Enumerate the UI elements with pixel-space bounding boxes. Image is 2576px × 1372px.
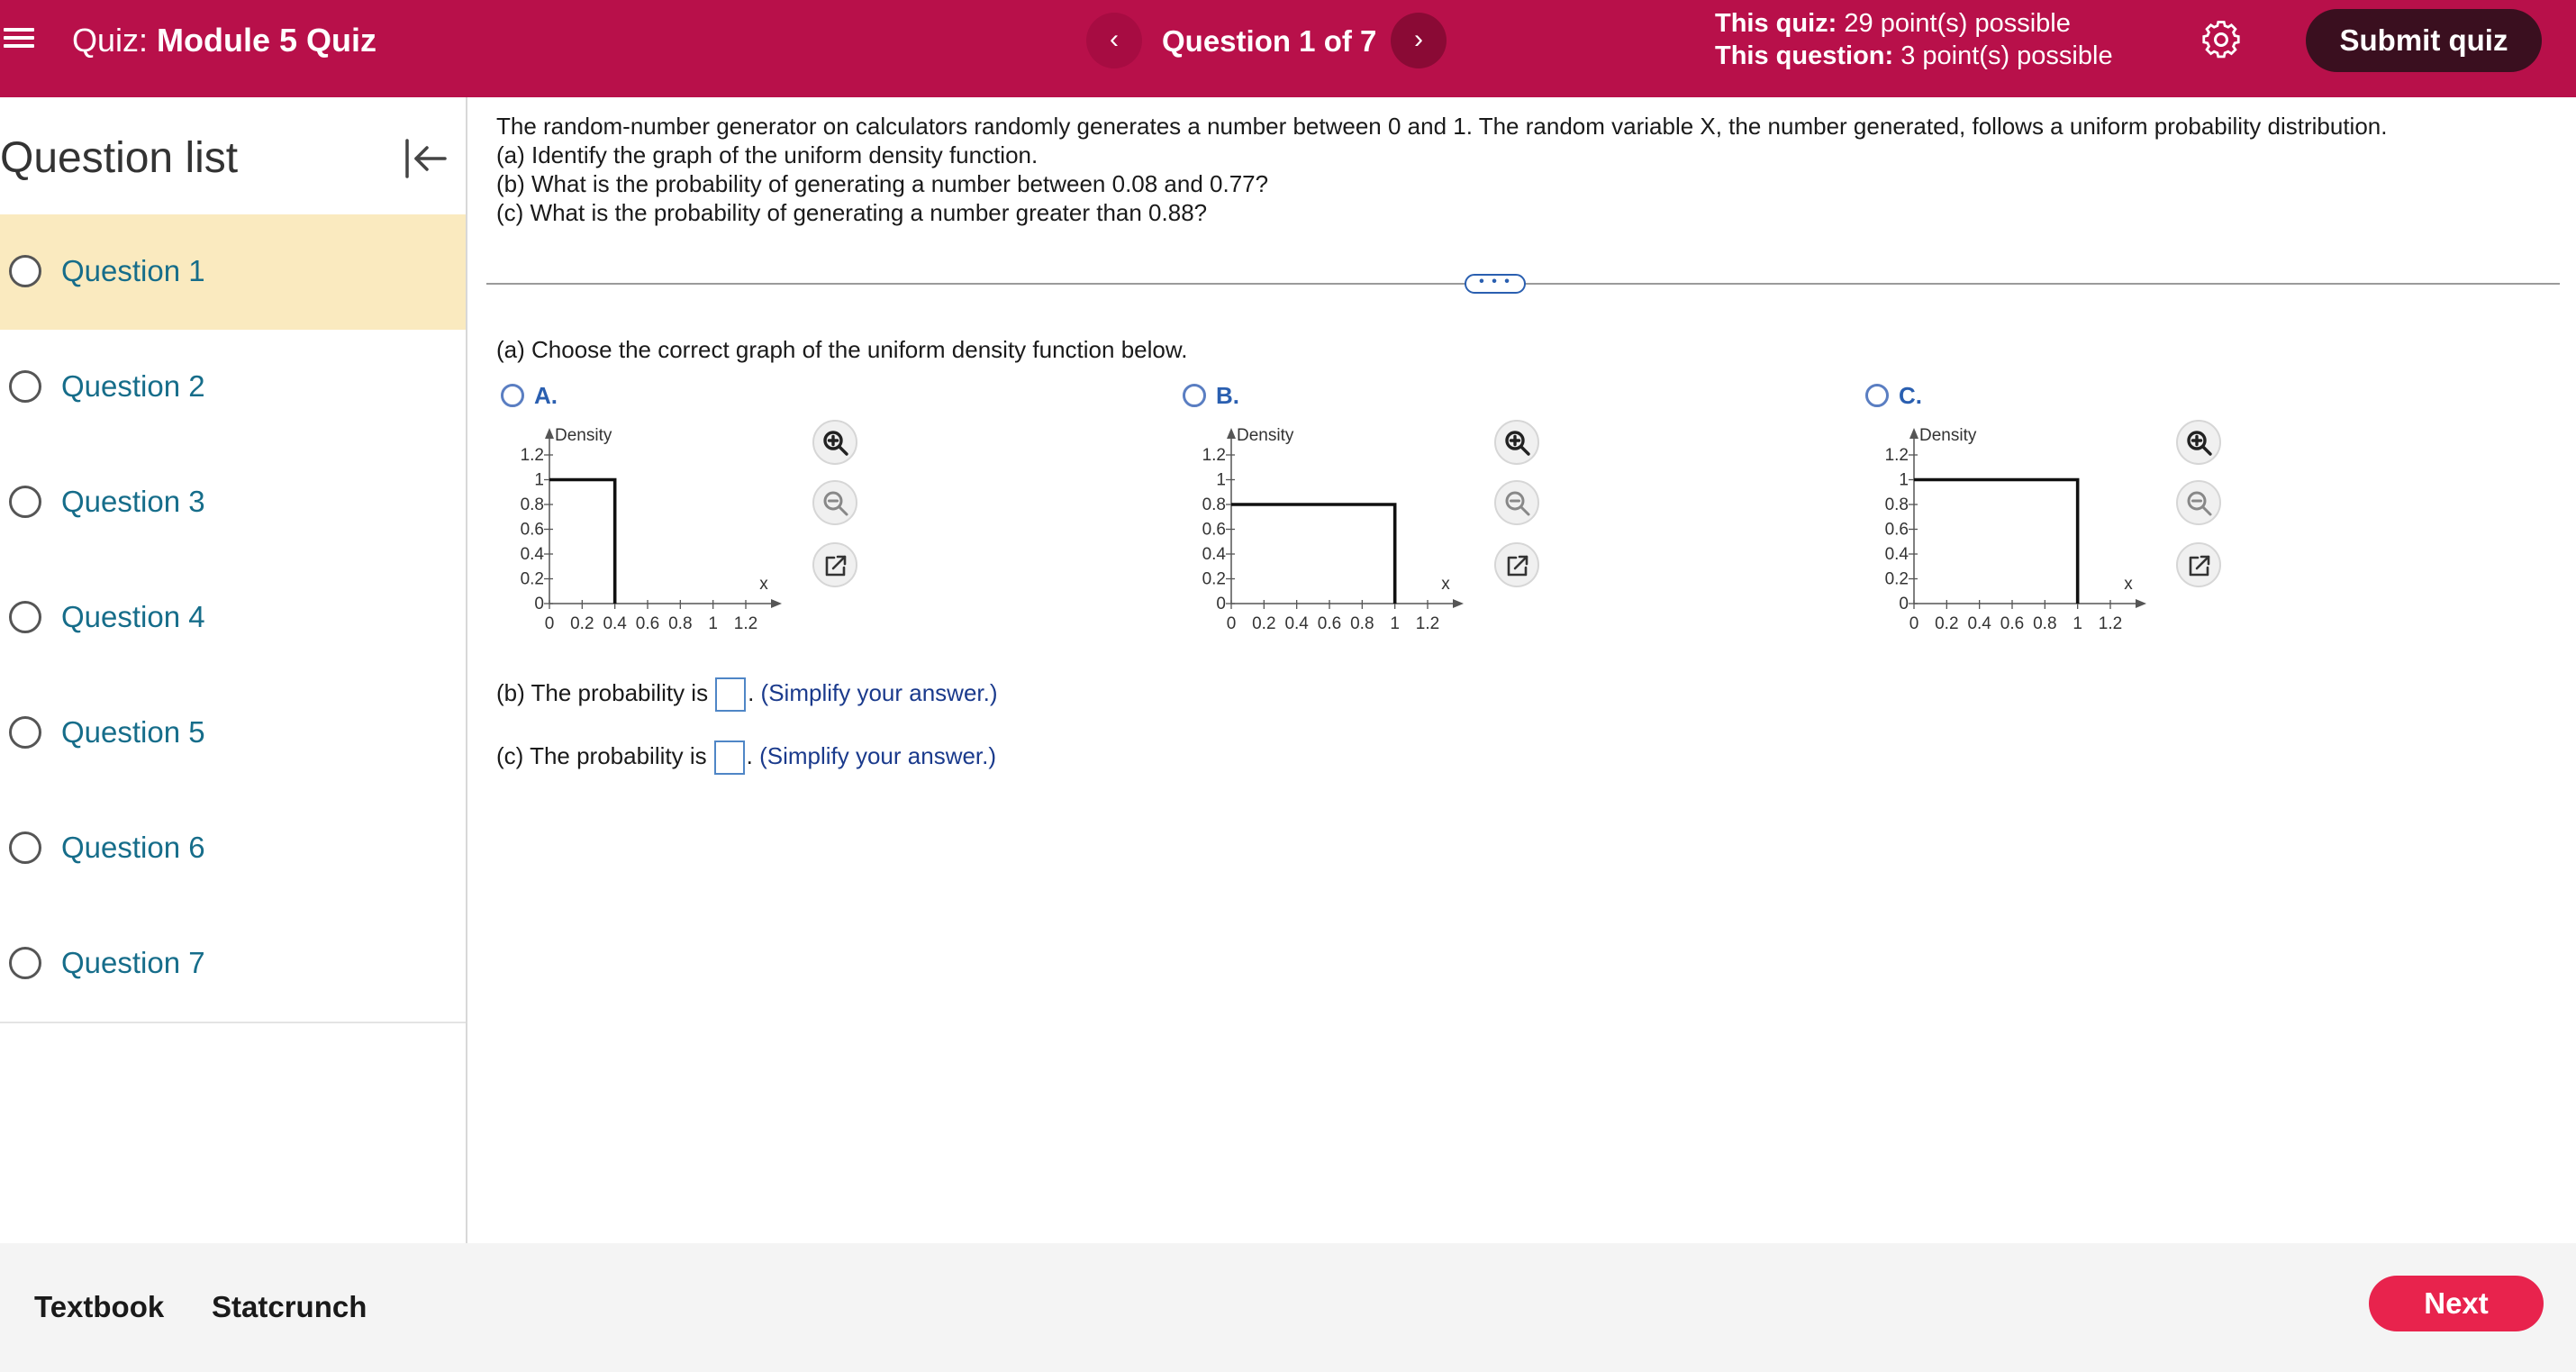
question-list xyxy=(0,214,466,1023)
quiz-points-value: 29 point(s) possible xyxy=(1844,9,2071,38)
option-b-label[interactable]: B. xyxy=(1216,382,1239,409)
x-tick-label: 0.6 xyxy=(1317,614,1342,631)
textbook-link[interactable]: Textbook xyxy=(34,1290,165,1323)
footer-bar xyxy=(0,1243,2576,1372)
y-tick-label: 0 xyxy=(1899,595,1909,613)
y-tick-label: 0.6 xyxy=(1884,520,1909,540)
next-button[interactable]: Next xyxy=(2369,1276,2544,1331)
option-c-radio[interactable] xyxy=(1865,384,1889,407)
problem-part-b: (b) What is the probability of generating a number between 0.08 and 0.77? xyxy=(496,170,1269,197)
question-list-label: Question 3 xyxy=(61,485,205,518)
x-tick-label: 0 xyxy=(1226,614,1237,631)
y-tick-label: 0.4 xyxy=(1202,545,1226,564)
points-info xyxy=(1715,7,2113,72)
option-c-zoom-in-icon[interactable] xyxy=(2176,420,2221,465)
question-list-item-5[interactable] xyxy=(0,676,466,791)
part-c-hint: (Simplify your answer.) xyxy=(759,742,997,769)
density-line xyxy=(549,480,615,604)
question-list-label: Question 2 xyxy=(61,369,205,403)
y-tick-label: 0.8 xyxy=(1884,495,1909,514)
expand-more-button[interactable]: • • • xyxy=(1465,274,1526,294)
y-tick-label: 1.2 xyxy=(520,446,544,465)
y-tick-label: 1 xyxy=(1216,470,1226,490)
question-points-label: This question: xyxy=(1715,41,1894,70)
option-a-zoom-in-icon[interactable] xyxy=(812,420,857,465)
x-tick-label: 0.8 xyxy=(668,614,693,631)
x-tick-label: 0.8 xyxy=(1350,614,1374,631)
x-axis-arrow xyxy=(771,599,782,608)
question-status-circle xyxy=(9,370,41,403)
y-axis-label: Density xyxy=(555,426,612,445)
y-tick-label: 0 xyxy=(1216,595,1226,613)
x-tick-label: 1.2 xyxy=(2098,614,2123,631)
question-list-sidebar xyxy=(0,97,467,1243)
x-tick-label: 0.4 xyxy=(603,614,627,631)
problem-part-a: (a) Identify the graph of the uniform density function. xyxy=(496,141,1039,168)
x-tick-label: 1 xyxy=(708,614,718,631)
x-tick-label: 0.2 xyxy=(1935,614,1959,631)
y-axis-arrow xyxy=(545,428,554,439)
problem-part-c: (c) What is the probability of generating a number greater than 0.88? xyxy=(496,199,1208,226)
part-c-answer-input[interactable] xyxy=(714,741,745,775)
x-tick-label: 0.4 xyxy=(1967,614,1991,631)
part-c-answer-row xyxy=(496,741,996,775)
submit-quiz-button[interactable]: Submit quiz xyxy=(2306,9,2542,72)
question-list-label: Question 1 xyxy=(61,254,205,287)
x-axis-label: x xyxy=(759,575,768,594)
y-tick-label: 0.6 xyxy=(520,520,544,540)
question-list-item-3[interactable] xyxy=(0,445,466,560)
quiz-title xyxy=(72,20,376,61)
x-tick-label: 1.2 xyxy=(1415,614,1440,631)
quiz-name: Module 5 Quiz xyxy=(157,22,377,59)
density-line xyxy=(1231,504,1395,604)
option-a-label[interactable]: A. xyxy=(534,382,558,409)
option-a-radio[interactable] xyxy=(501,384,524,407)
problem-statement xyxy=(496,112,2559,227)
y-tick-label: 0 xyxy=(534,595,544,613)
part-b-prefix: (b) The probability is xyxy=(496,679,709,706)
option-b-radio[interactable] xyxy=(1183,384,1206,407)
question-list-item-6[interactable] xyxy=(0,791,466,906)
collapse-sidebar-icon[interactable] xyxy=(402,135,449,182)
x-tick-label: 0.6 xyxy=(635,614,660,631)
quiz-title-prefix: Quiz: xyxy=(72,22,149,59)
x-tick-label: 0.2 xyxy=(570,614,594,631)
y-tick-label: 1.2 xyxy=(1202,446,1226,465)
question-status-circle xyxy=(9,601,41,633)
x-tick-label: 0.8 xyxy=(2033,614,2057,631)
y-tick-label: 0.8 xyxy=(1202,495,1226,514)
option-b-popout-icon[interactable] xyxy=(1494,542,1539,587)
y-tick-label: 1.2 xyxy=(1884,446,1909,465)
question-status-circle xyxy=(9,831,41,864)
y-axis-arrow xyxy=(1227,428,1236,439)
option-c-label[interactable]: C. xyxy=(1899,382,1922,409)
settings-gear-icon[interactable] xyxy=(2198,16,2245,63)
x-tick-label: 1 xyxy=(1390,614,1400,631)
next-question-button[interactable]: › xyxy=(1391,13,1447,68)
y-axis-label: Density xyxy=(1237,426,1294,445)
statcrunch-link[interactable]: Statcrunch xyxy=(212,1290,367,1323)
density-line xyxy=(1914,480,2078,604)
question-status-circle xyxy=(9,716,41,749)
option-a-chart xyxy=(504,414,829,631)
part-b-answer-input[interactable] xyxy=(715,677,746,712)
y-tick-label: 1 xyxy=(534,470,544,490)
question-status-circle xyxy=(9,947,41,979)
x-tick-label: 0 xyxy=(544,614,555,631)
option-b-zoom-in-icon[interactable] xyxy=(1494,420,1539,465)
y-tick-label: 0.2 xyxy=(1202,569,1226,589)
previous-question-button[interactable]: ‹ xyxy=(1086,13,1142,68)
y-tick-label: 0.2 xyxy=(520,569,544,589)
x-tick-label: 1.2 xyxy=(733,614,758,631)
option-a-popout-icon[interactable] xyxy=(812,542,857,587)
x-tick-label: 0.2 xyxy=(1252,614,1276,631)
question-list-item-7[interactable] xyxy=(0,906,466,1022)
question-points-value: 3 point(s) possible xyxy=(1900,41,2113,70)
problem-intro: The random-number generator on calculators randomly generates a number between 0 and 1. The random variable X, the number generated, follows a uniform probability distribution. xyxy=(496,113,2388,140)
option-c-zoom-out-icon[interactable] xyxy=(2176,480,2221,525)
question-counter[interactable]: Question 1 of 7 xyxy=(1162,24,1377,58)
part-b-suffix: . xyxy=(748,679,755,706)
question-list-item-1[interactable] xyxy=(0,214,466,330)
part-c-prefix: (c) The probability is xyxy=(496,742,707,769)
question-list-item-4[interactable] xyxy=(0,560,466,676)
option-c-popout-icon[interactable] xyxy=(2176,542,2221,587)
x-tick-label: 0 xyxy=(1909,614,1919,631)
y-tick-label: 0.8 xyxy=(520,495,544,514)
x-tick-label: 0.4 xyxy=(1284,614,1309,631)
option-b-zoom-out-icon[interactable] xyxy=(1494,480,1539,525)
option-c-chart xyxy=(1869,414,2193,631)
question-list-label: Question 6 xyxy=(61,831,205,864)
question-list-label: Question 5 xyxy=(61,715,205,749)
part-c-suffix: . xyxy=(746,742,753,769)
question-list-item-2[interactable] xyxy=(0,330,466,445)
question-status-circle xyxy=(9,486,41,518)
y-tick-label: 0.2 xyxy=(1884,569,1909,589)
question-content xyxy=(496,112,2559,227)
x-axis-arrow xyxy=(2136,599,2146,608)
part-a-prompt: (a) Choose the correct graph of the uniform density function below. xyxy=(496,336,1188,363)
y-tick-label: 0.6 xyxy=(1202,520,1226,540)
x-axis-arrow xyxy=(1453,599,1464,608)
question-list-title: Question list xyxy=(0,134,239,182)
quiz-header xyxy=(0,0,2576,97)
option-a-zoom-out-icon[interactable] xyxy=(812,480,857,525)
quiz-points-label: This quiz: xyxy=(1715,9,1837,38)
y-tick-label: 1 xyxy=(1899,470,1909,490)
menu-icon[interactable] xyxy=(4,23,34,54)
x-tick-label: 1 xyxy=(2073,614,2082,631)
y-tick-label: 0.4 xyxy=(520,545,544,564)
x-axis-label: x xyxy=(1441,575,1450,594)
option-b-chart xyxy=(1186,414,1510,631)
question-status-circle xyxy=(9,255,41,287)
y-axis-label: Density xyxy=(1919,426,1977,445)
part-b-answer-row xyxy=(496,677,998,712)
y-tick-label: 0.4 xyxy=(1884,545,1909,564)
part-b-hint: (Simplify your answer.) xyxy=(760,679,998,706)
x-tick-label: 0.6 xyxy=(2000,614,2025,631)
question-list-label: Question 4 xyxy=(61,600,205,633)
question-list-label: Question 7 xyxy=(61,946,205,979)
y-axis-arrow xyxy=(1909,428,1918,439)
x-axis-label: x xyxy=(2124,575,2133,594)
